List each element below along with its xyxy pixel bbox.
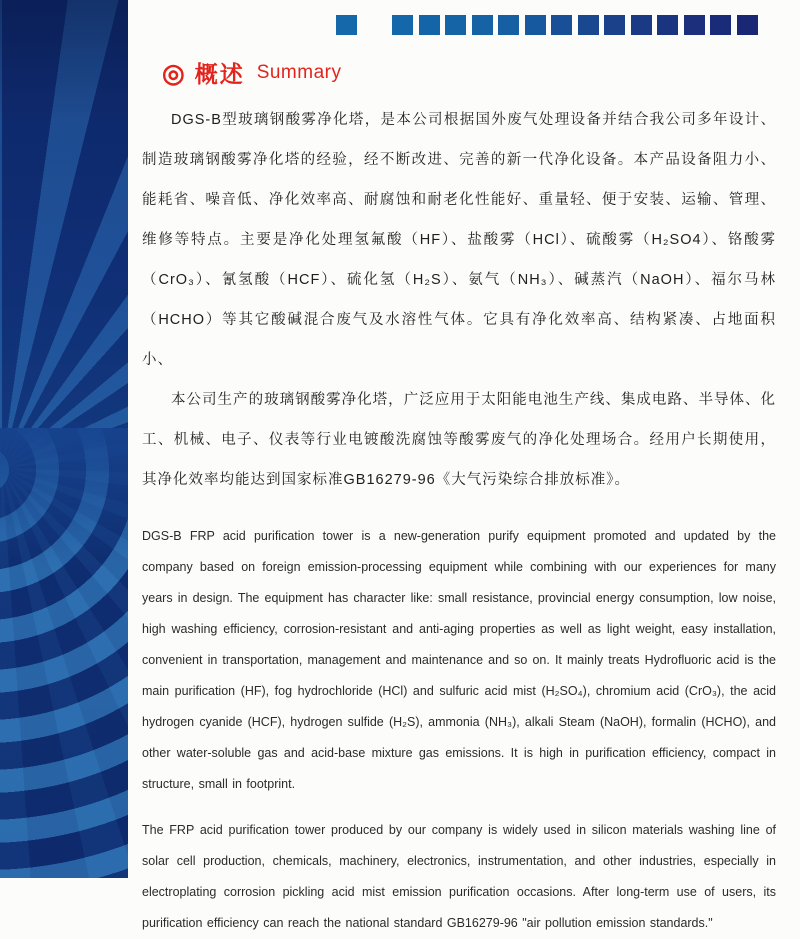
- deco-square: [657, 15, 678, 35]
- deco-square: [684, 15, 705, 35]
- header-deco-squares: [336, 14, 758, 35]
- deco-square: [472, 15, 493, 35]
- deco-square: [737, 15, 758, 35]
- section-title-zh: 概述: [194, 61, 245, 87]
- deco-square: [525, 15, 546, 35]
- deco-square: [392, 15, 413, 35]
- section-header: [162, 56, 341, 89]
- left-spine-graphic: [0, 0, 128, 878]
- bullseye-icon: ◎: [162, 57, 185, 88]
- spine-rings-pattern: [0, 428, 128, 878]
- paragraph-en-1: DGS-B FRP acid purification tower is a new-generation purify equipment promoted and updated by the company based on foreign emission-processing equipment while combining with our experiences for many years in design. The equipment has character like: small resistance, provincial energy consumption, low noise, high washing efficiency, corrosion-resistant and anti-aging properties as well as light weight, easy installation, convenient in transportation, management and maintenance and so on. It mainly treats Hydrofluoric acid is the main purification (HF), fog hydrochloride (HCl) and sulfuric acid mist (H₂SO₄), chromium acid (CrO₃), the acid hydrogen cyanide (HCF), hydrogen sulfide (H₂S), ammonia (NH₃), alkali Steam (NaOH), formalin (HCHO), and other water-soluble gas and acid-base mixture gas emissions. It is high in purification efficiency, compact in structure, small in footprint.: [142, 529, 776, 791]
- deco-square: [631, 15, 652, 35]
- paragraph-zh-1: DGS-B型玻璃钢酸雾净化塔，是本公司根据国外废气处理设备并结合我公司多年设计、制造玻璃钢酸雾净化塔的经验，经不断改进、完善的新一代净化设备。本产品设备阻力小、能耗省、噪音低、净化效率高、耐腐蚀和耐老化性能好、重量轻、便于安装、运输、管理、维修等特点。主要是净化处理氢氟酸（HF）、盐酸雾（HCl）、硫酸雾（H₂SO4）、铬酸雾（CrO₃）、氰氢酸（HCF）、硫化氢（H₂S）、氨气（NH₃）、碱蒸汽（NaOH）、福尔马林（HCHO）等其它酸碱混合废气及水溶性气体。它具有净化效率高、结构紧凑、占地面积小、: [142, 112, 776, 368]
- deco-square: [419, 15, 440, 35]
- paragraph-en-2: The FRP acid purification tower produced by our company is widely used in silicon materials washing line of solar cell production, chemicals, machinery, electronics, instrumentation, and other industries, especially in electroplating corrosion pickling acid mist emission purification occasions. After long-term use of users, its purification efficiency can reach the national standard GB16279-96 "air pollution emission standards.": [142, 823, 776, 930]
- section-title-en: Summary: [256, 61, 342, 83]
- page-content: [142, 100, 776, 939]
- spine-top-shade: [0, 0, 128, 120]
- deco-square: [578, 15, 599, 35]
- deco-square: [604, 15, 625, 35]
- deco-square: [445, 15, 466, 35]
- deco-square: [498, 15, 519, 35]
- paragraph-zh-2: 本公司生产的玻璃钢酸雾净化塔，广泛应用于太阳能电池生产线、集成电路、半导体、化工、机械、电子、仪表等行业电镀酸洗腐蚀等酸雾废气的净化处理场合。经用户长期使用，其净化效率均能达到国家标准GB16279-96《大气污染综合排放标准》。: [142, 392, 776, 488]
- deco-square: [551, 15, 572, 35]
- deco-square-lead: [336, 15, 357, 35]
- deco-square: [710, 15, 731, 35]
